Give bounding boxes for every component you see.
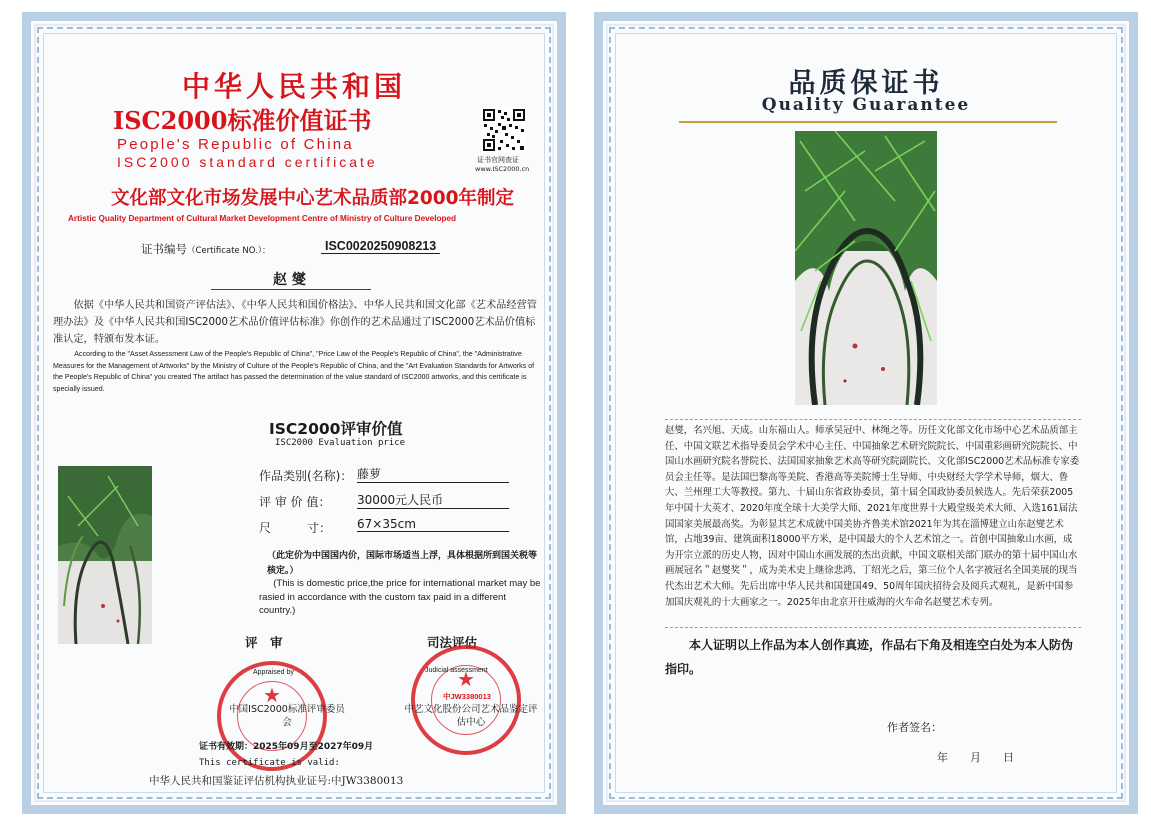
bio-top-rule [665, 419, 1081, 420]
artist-biography: 赵燮，名兴旭、天成。山东福山人。师承吴冠中、林绳之等。历任文化部文化市场中心艺术品质部主任、中国文联艺术指导委员会学术中心主任、中国抽象艺术研究院院长、中国重彩画研究院院长、中国山水画研究院名誉院长、法国国家抽象艺术高等研究院副院长、文化部ISC2000艺术品标准专家委员会主任等。是法国巴黎高等美院、香港高等美院博士生导师、中央财经大学学术导师，烟大、鲁大、兰州理工大等教授。第九、十届山东省政协委员，第十届全国政协委员候选人。先后荣获2005年中国十大英才、2020年度全球十大美学大师、2021年度世界十大殿堂级美术大师、入选161届法国国家美展最高奖。为彰显其艺术成就中国美协齐鲁美术馆2021年为其在淄博建立山东赵燮艺术馆，占地39亩、建筑面积18000平方米，是中国最大的个人艺术馆之一。首创中国抽象山水画，成为开宗立派的历史人物，因对中国山水画发展的杰出贡献，中国文联相关部门联办的第十届中国山水画展冠名＂赵燮奖＂，成为美术史上继徐悲鸿、丁绍光之后，第三位个人名字被冠名全国美展的现当代杰出艺术大师。先后出席中华人民共和国建国49、50周年国庆招待会及阅兵式观礼，是新中国参加国庆观礼的十大画家之一。2025年由北京开往威海的火车命名赵燮艺术专列。 [665, 425, 1080, 608]
department-cn: 文化部文化市场发展中心艺术品质部2000年制定 [111, 188, 514, 209]
title-en: People's Republic of China [117, 136, 354, 153]
work-value: 藤萝 [357, 465, 509, 483]
size-value: 67×35cm [357, 517, 509, 532]
guarantee-title-cn: 品质保证书 [788, 68, 944, 99]
price-label: 评 审 价 值： [259, 495, 331, 509]
judicial-seal: ★ [411, 645, 521, 755]
title-cn: 中华人民共和国 [181, 70, 406, 103]
review-label: 评 审 [245, 635, 283, 650]
review-committee: 中国ISC2000标准评审委员会 [229, 704, 345, 728]
appraised-by: Appraised by [253, 669, 294, 676]
judicial-assessment: Judicial assessment [425, 667, 488, 674]
subtitle-en: ISC2000 standard certificate [117, 154, 378, 170]
authenticity-statement: 本人证明以上作品为本人创作真迹，作品右下角及相连空白处为本人防伪指印。 [665, 638, 1074, 676]
price-note-cn: （此定价为中国国内价，国际市场适当上浮，具体根据所到国关税等核定。） [267, 551, 538, 576]
price-note-en: (This is domestic price,the price for international market may be rasied in accordance with the custom tax paid in a different country.) [259, 578, 541, 616]
validity-period: 证书有效期：2025年09月至2027年09月 [199, 742, 374, 752]
price-value: 30000元人民币 [357, 491, 509, 509]
artwork-image [795, 131, 937, 405]
cert-no-label: 证书编号 [141, 242, 187, 256]
basis-paragraph-en: According to the "Asset Assessment Law of the People's Republic of China", "Price Law of the People's Republic of China", the "Administrative Measures for the Management of Artworks" by the Ministry of Culture of the People's Republic of China, and the "Art Evaluation Standards for Artworks of the People's Republic of China" you created The artifact has passed the determination of the value standard of ISC2000 artworks, and this certificate is specially issued. [53, 350, 535, 393]
qr-code-icon [481, 107, 527, 153]
judicial-seal-number: 中JW3380013 [443, 692, 491, 701]
subtitle-cn: ISC2000标准价值证书 [113, 106, 372, 135]
bio-bottom-rule [665, 627, 1081, 628]
date-label: 年 月 日 [937, 751, 1014, 764]
qr-url: www.ISC2000.cn [475, 165, 530, 173]
cert-number: ISC0020250908213 [321, 239, 440, 254]
isc2000-certificate [22, 12, 566, 814]
guarantee-title-en: Quality Guarantee [761, 95, 971, 115]
appraisal-center: 中艺文化股份公司艺术品鉴定评估中心 [404, 704, 538, 728]
work-label: 作品类别(名称)： [259, 469, 353, 483]
basis-paragraph-cn: 依据《中华人民共和国资产评估法》、《中华人民共和国价格法》、中华人民共和国文化部《艺术品经营管理办法》及《中华人民共和国ISC2000艺术品价值评估标准》你创作的艺术品通过了ISC2000艺术品价值标准认定，特颁布发本证。 [53, 300, 537, 345]
license-number: 中华人民共和国鉴证评估机构执业证号:中JW3380013 [149, 775, 404, 787]
quality-guarantee-certificate [594, 12, 1138, 814]
size-label: 尺 寸： [259, 521, 332, 535]
evaluation-title-en: ISC2000 Evaluation price [275, 438, 406, 448]
artist-name: 赵 燮 [273, 272, 306, 288]
judicial-label: 司法评估 [427, 635, 478, 650]
department-en: Artistic Quality Department of Cultural Market Development Centre of Ministry of Culture Developed [68, 214, 457, 223]
validity-en: This certificate is valid: [199, 758, 340, 768]
cert-no-row [141, 241, 271, 257]
cert-no-label-en: （Certificate NO.）： [187, 246, 271, 256]
evaluation-title: ISC2000评审价值 [269, 420, 403, 438]
review-seal: ★ [217, 661, 327, 771]
signature-label: 作者签名： [887, 721, 942, 734]
title-divider [679, 121, 1057, 123]
qr-label: 证书官网查证 [477, 156, 519, 164]
name-underline [211, 289, 371, 290]
artwork-thumbnail [58, 466, 152, 644]
